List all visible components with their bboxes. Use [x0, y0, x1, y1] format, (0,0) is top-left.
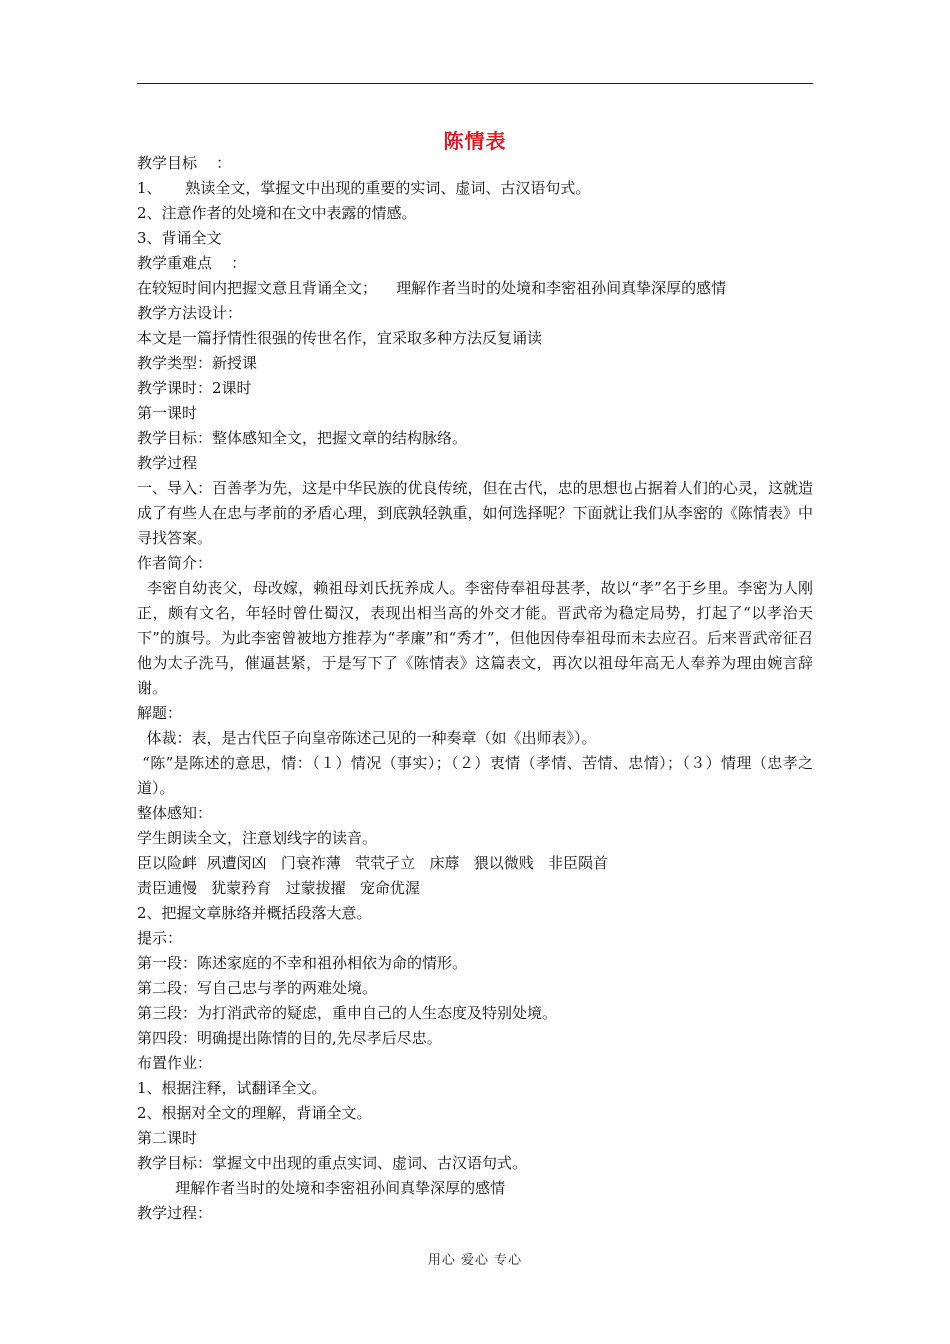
paragraph: 李密自幼丧父，母改嫁，赖祖母刘氏抚养成人。李密侍奉祖母甚孝，故以“孝”名于乡里。李密为人刚正，颇有文名，年轻时曾仕蜀汉，表现出相当高的外交才能。晋武帝为稳定局势，打起了“以孝治天下”的旗号。为此李密曾被地方推荐为“孝廉”和“秀才”，但他因侍奉祖母而未去应召。后来晋武帝征召他为太子洗马，催逼甚紧，于是写下了《陈情表》这篇表文，再次以祖母年高无人奉养为理由婉言辞谢。	[137, 579, 813, 697]
paragraph: 第四段：明确提出陈情的目的,先尽孝后尽忠。	[137, 1029, 442, 1047]
paragraph: 2、注意作者的处境和在文中表露的情感。	[137, 204, 417, 222]
paragraph: 教学过程：	[137, 1204, 213, 1222]
paragraph: 第二课时	[137, 1129, 198, 1147]
paragraph: 解题：	[137, 704, 183, 722]
paragraph: 教学过程	[137, 454, 198, 472]
paragraph: 教学方法设计：	[137, 304, 243, 322]
paragraph: 理解作者当时的处境和李密祖孙间真挚深厚的感情	[137, 1179, 506, 1197]
paragraph: 责臣逋慢 犹蒙矜育 过蒙拔擢 宠命优渥	[137, 879, 420, 897]
document-title: 陈情表	[443, 129, 507, 153]
paragraph: 第一课时	[137, 404, 198, 422]
paragraph: 教学重难点 ：	[137, 254, 247, 272]
paragraph: 第一段：陈述家庭的不幸和祖孙相依为命的情形。	[137, 954, 468, 972]
paragraph: 整体感知：	[137, 804, 213, 822]
paragraph: 1、根据注释，试翻译全文。	[137, 1079, 327, 1097]
paragraph: 1、 熟读全文，掌握文中出现的重要的实词、虚词、古汉语句式。	[137, 179, 591, 197]
paragraph: “陈”是陈述的意思，情：（１）情况（事实）；（２）衷情（孝情、苦情、忠情）；（３）情理（忠孝之道）。	[137, 754, 813, 797]
paragraph: 第三段：为打消武帝的疑虑，重申自己的人生态度及特别处境。	[137, 1004, 558, 1022]
paragraph: 2、根据对全文的理解，背诵全文。	[137, 1104, 372, 1122]
header-rule	[137, 83, 813, 84]
paragraph: 教学类型：新授课	[137, 354, 258, 372]
paragraph: 在较短时间内把握文意且背诵全文； 理解作者当时的处境和李密祖孙间真挚深厚的感情	[137, 279, 727, 297]
paragraph: 布置作业：	[137, 1054, 213, 1072]
paragraph: 教学课时：2课时	[137, 379, 252, 397]
paragraph: 2、把握文章脉络并概括段落大意。	[137, 904, 372, 922]
paragraph: 提示：	[137, 929, 183, 947]
paragraph: 教学目标 ：	[137, 154, 232, 172]
paragraph: 臣以险衅 夙遭闵凶 门衰祚薄 茕茕孑立 床蓐 猥以微贱 非臣陨首	[137, 854, 609, 872]
paragraph: 体裁：表，是古代臣子向皇帝陈述己见的一种奏章（如《出师表》）。	[137, 729, 597, 747]
paragraph: 教学目标：掌握文中出现的重点实词、虚词、古汉语句式。	[137, 1154, 528, 1172]
paragraph: 3、背诵全文	[137, 229, 222, 247]
paragraph: 作者简介：	[137, 554, 213, 572]
document-body	[137, 151, 813, 1226]
paragraph: 第二段：写自己忠与孝的两难处境。	[137, 979, 378, 997]
paragraph: 教学目标：整体感知全文，把握文章的结构脉络。	[137, 429, 468, 447]
page-footer: 用心 爱心 专心	[427, 1253, 523, 1268]
paragraph: 本文是一篇抒情性很强的传世名作，宜采取多种方法反复诵读	[137, 329, 543, 347]
paragraph: 学生朗读全文，注意划线字的读音。	[137, 829, 378, 847]
paragraph: 一、导入：百善孝为先，这是中华民族的优良传统，但在古代，忠的思想也占据着人们的心灵，这就造成了有些人在忠与孝前的矛盾心理，到底孰轻孰重，如何选择呢？下面就让我们从李密的《陈情表》中寻找答案。	[137, 479, 813, 547]
